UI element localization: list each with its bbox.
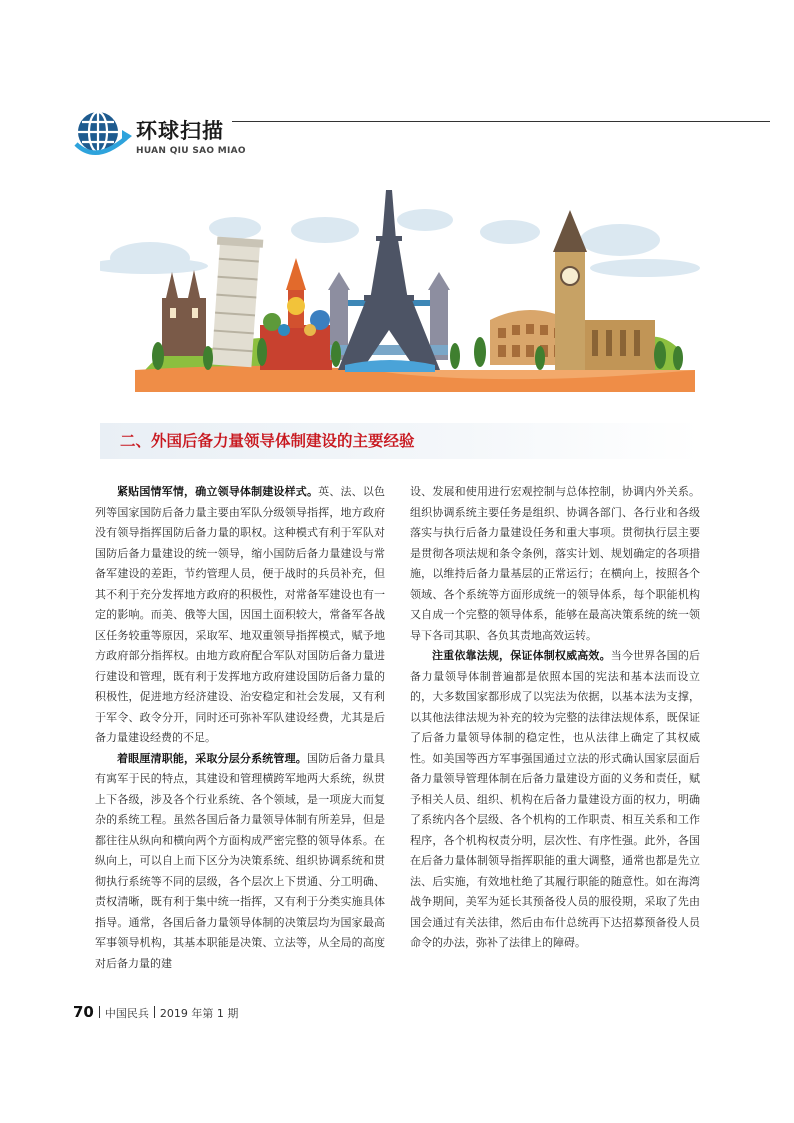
magazine-name: 中国民兵 xyxy=(104,1007,149,1020)
paragraph-text: 国防后备力量具有寓军于民的特点，其建设和管理横跨军地两大系统，纵贯上下各级，涉及各个行业系统、各个领域，是一项庞大而复杂的系统工程。虽然各国后备力量领导体制有所差异，但是都往往从纵向和横向两个方面构成严密完整的领导体系。在纵向上，可以自上而下区分为决策系统、组织协调系统和贯彻执行系统等不同的层级，各个层次上下贯通、分工明确、责权清晰，既有利于集中统一指挥，又有利于分类实施具体指导。通常，各国后备力量领导体制的决策层均为国家最高军事领导机构，其基本职能是决策、立法等，从全局的高度对后备力量的建 xyxy=(95,751,386,970)
section-title-pinyin: HUAN QIU SAO MIAO xyxy=(136,146,246,156)
paragraph xyxy=(410,646,700,954)
issue-label: 2019 年第 1 期 xyxy=(159,1007,239,1020)
paragraph xyxy=(95,482,385,749)
paragraph-text: 设、发展和使用进行宏观控制与总体控制，协调内外关系。组织协调系统主要任务是组织、协调各部门、各行业和各级落实与执行后备力量建设任务和重大事项。贯彻执行层主要是贯彻各项法规和条令条例，落实计划、规划确定的各项措施，以维持后备力量基层的正常运行；在横向上，按照各个领域、各个系统等方面形成统一的领导体系，每个职能机构又自成一个完整的领导体系，能够在最高决策系统的统一领导下各司其职、各负其责地高效运转。 xyxy=(410,485,700,642)
paragraph-lead: 着眼厘清职能，采取分层分系统管理。 xyxy=(117,751,307,765)
paragraph xyxy=(410,482,700,646)
paragraph-text: 英、法、以色列等国家国防后备力量主要由军队分级领导指挥，地方政府没有领导指挥国防后备力量的职权。这种模式有利于军队对国防后备力量建设的统一领导，缩小国防后备力量建设与常备军建设的差距，节约管理人员，便于战时的兵员补充，但其不利于充分发挥地方政府的积极性，对常备军建设也有一定的影响。而美、俄等大国，因国土面积较大，常备军各战区任务较重等原因，采取军、地双重领导指挥模式，赋予地方政府部分指挥权。由地方政府配合军队对国防后备力量进行建设和管理，既有利于发挥地方政府建设国防后备力量的积极性，促进地方经济建设、治安稳定和社会发展，又有利于军令、政令分开，同时还可弥补军队建设经费，尤其是后备力量建设经费的不足。 xyxy=(95,485,386,744)
footer-separator xyxy=(99,1006,100,1018)
paragraph xyxy=(95,749,385,975)
text-column-right xyxy=(410,482,700,954)
paragraph-text: 当今世界各国的后备力量领导体制普遍都是依照本国的宪法和基本法而设立的，大多数国家都形成了以宪法为依据，以基本法为支撑，以其他法律法规为补充的较为完整的法律法规体系，既保证了后备力量领导体制的稳定性，也从法律上确定了其权威性。如美国等西方军事强国通过立法的形式确认国家层面后备力量领导管理体制在后备力量建设方面的义务和责任，赋予相关人员、组织、机构在后备力量建设方面的权力，明确了系统内各个层级、各个机构的工作职责、相互关系和工作程序，各个机构权责分明，层次性、有序性强。此外，各国在后备力量体制领导指挥职能的重大调整，通常也都是先立法、后实施，有效地杜绝了其履行职能的随意性。如在海湾战争期间，美军为延长其预备役人员的服役期，采取了先由国会通过有关法律，然后由布什总统再下达招募预备役人员命令的办法，弥补了法律上的障碍。 xyxy=(410,649,700,949)
article-heading: 二、外国后备力量领导体制建设的主要经验 xyxy=(120,432,415,450)
page-footer xyxy=(73,1003,238,1021)
text-column-left xyxy=(95,482,385,974)
header-rule xyxy=(232,121,770,122)
world-landmarks-illustration xyxy=(100,180,700,395)
globe-arrow-icon xyxy=(72,108,132,160)
page-number: 70 xyxy=(73,1003,94,1021)
footer-separator xyxy=(154,1006,155,1018)
paragraph-lead: 紧贴国情军情，确立领导体制建设样式。 xyxy=(117,485,319,498)
article-heading-block xyxy=(100,423,700,459)
section-title: 环球扫描 xyxy=(136,119,224,143)
paragraph-lead: 注重依靠法规，保证体制权威高效。 xyxy=(432,649,611,662)
